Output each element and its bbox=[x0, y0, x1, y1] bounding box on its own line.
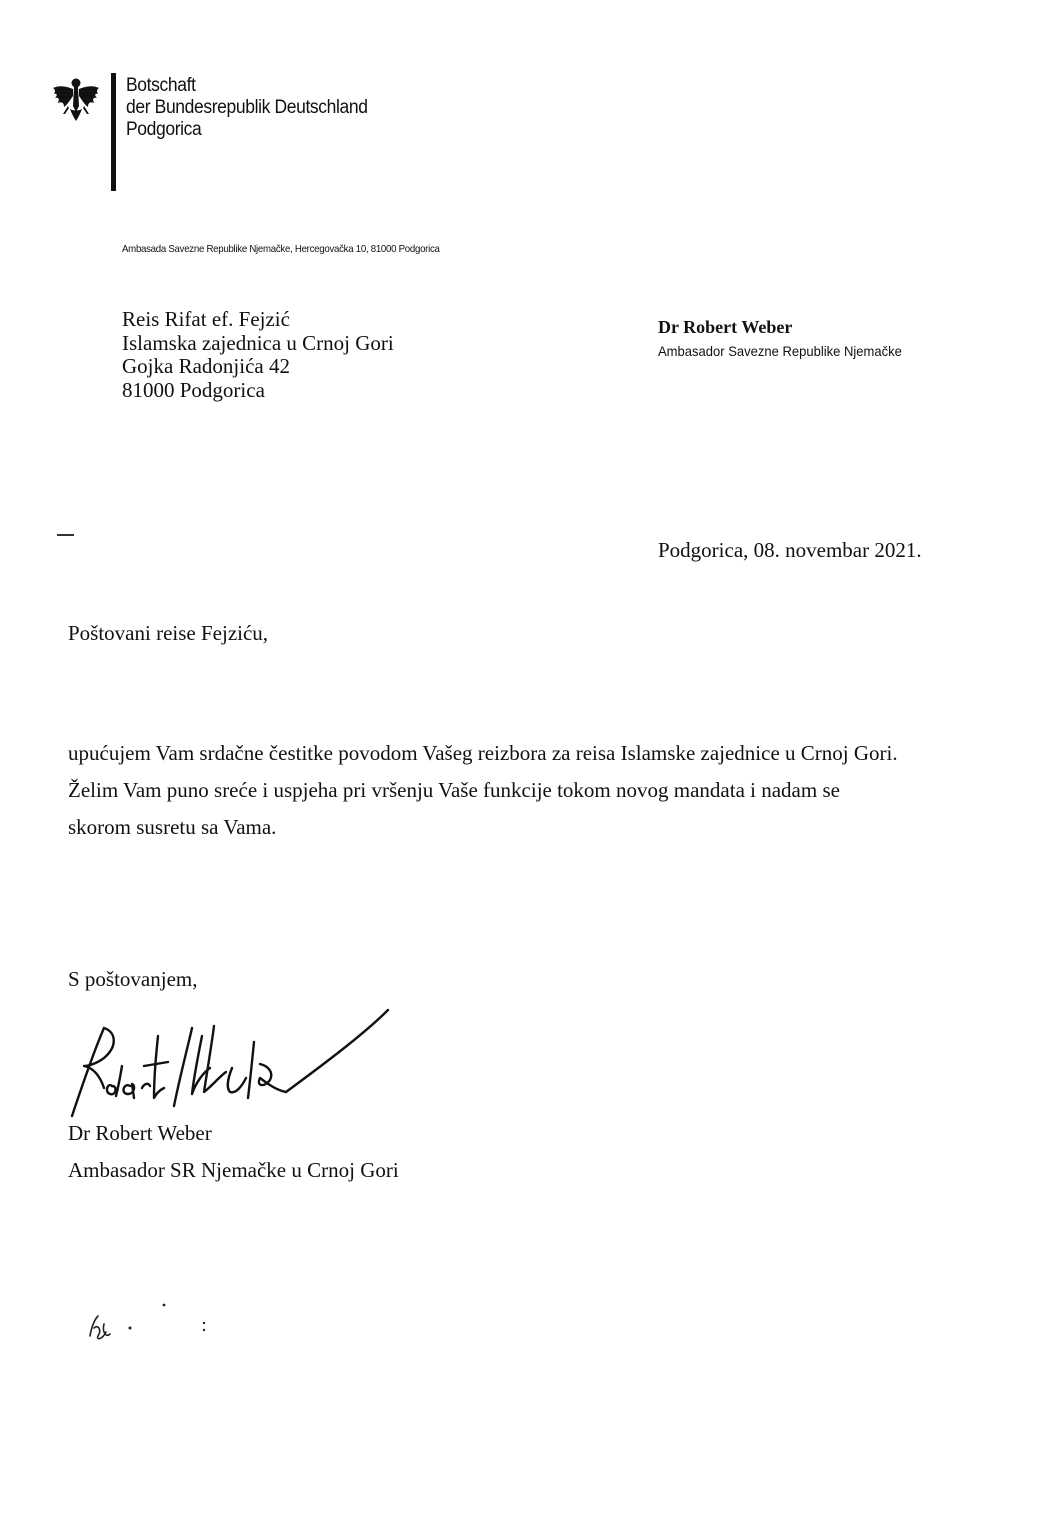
handwritten-signature bbox=[64, 1006, 404, 1124]
handwritten-mark bbox=[86, 1302, 216, 1348]
letterhead-bar bbox=[111, 73, 116, 191]
return-address: Ambasada Savezne Republike Njemačke, Hercegovačka 10, 81000 Podgorica bbox=[122, 243, 440, 255]
letterhead-organization bbox=[126, 75, 368, 141]
sender-name: Dr Robert Weber bbox=[658, 317, 793, 337]
signatory-name: Dr Robert Weber bbox=[68, 1121, 212, 1145]
recipient-line-4: 81000 Podgorica bbox=[122, 377, 265, 402]
federal-eagle-icon bbox=[52, 76, 100, 122]
body-line-3: skorom susretu sa Vama. bbox=[68, 815, 277, 839]
org-line-2: der Bundesrepublik Deutschland bbox=[126, 97, 368, 118]
recipient-line-1: Reis Rifat ef. Fejzić bbox=[122, 307, 290, 331]
closing: S poštovanjem, bbox=[68, 967, 198, 991]
sender-title: Ambasador Savezne Republike Njemačke bbox=[658, 343, 902, 359]
recipient-line-3: Gojka Radonjića 42 bbox=[122, 354, 290, 378]
letter-date: Podgorica, 08. novembar 2021. bbox=[658, 538, 922, 562]
salutation: Poštovani reise Fejziću, bbox=[68, 621, 269, 645]
sender-block bbox=[658, 317, 920, 359]
fold-mark bbox=[57, 534, 74, 536]
recipient-address bbox=[122, 308, 394, 402]
body-line-2: Želim Vam puno sreće i uspjeha pri vršenju Vaše funkcije tokom novog mandata i nadam se bbox=[68, 778, 840, 802]
org-line-3: Podgorica bbox=[126, 119, 202, 140]
body-line-1: upućujem Vam srdačne čestitke povodom Vašeg reizbora za reisa Islamske zajednice u Crnoj Gori. bbox=[68, 741, 898, 765]
signatory-title: Ambasador SR Njemačke u Crnoj Gori bbox=[68, 1158, 399, 1182]
letter-body bbox=[68, 735, 968, 846]
recipient-line-2: Islamska zajednica u Crnoj Gori bbox=[122, 330, 394, 355]
org-line-1: Botschaft bbox=[126, 75, 196, 96]
